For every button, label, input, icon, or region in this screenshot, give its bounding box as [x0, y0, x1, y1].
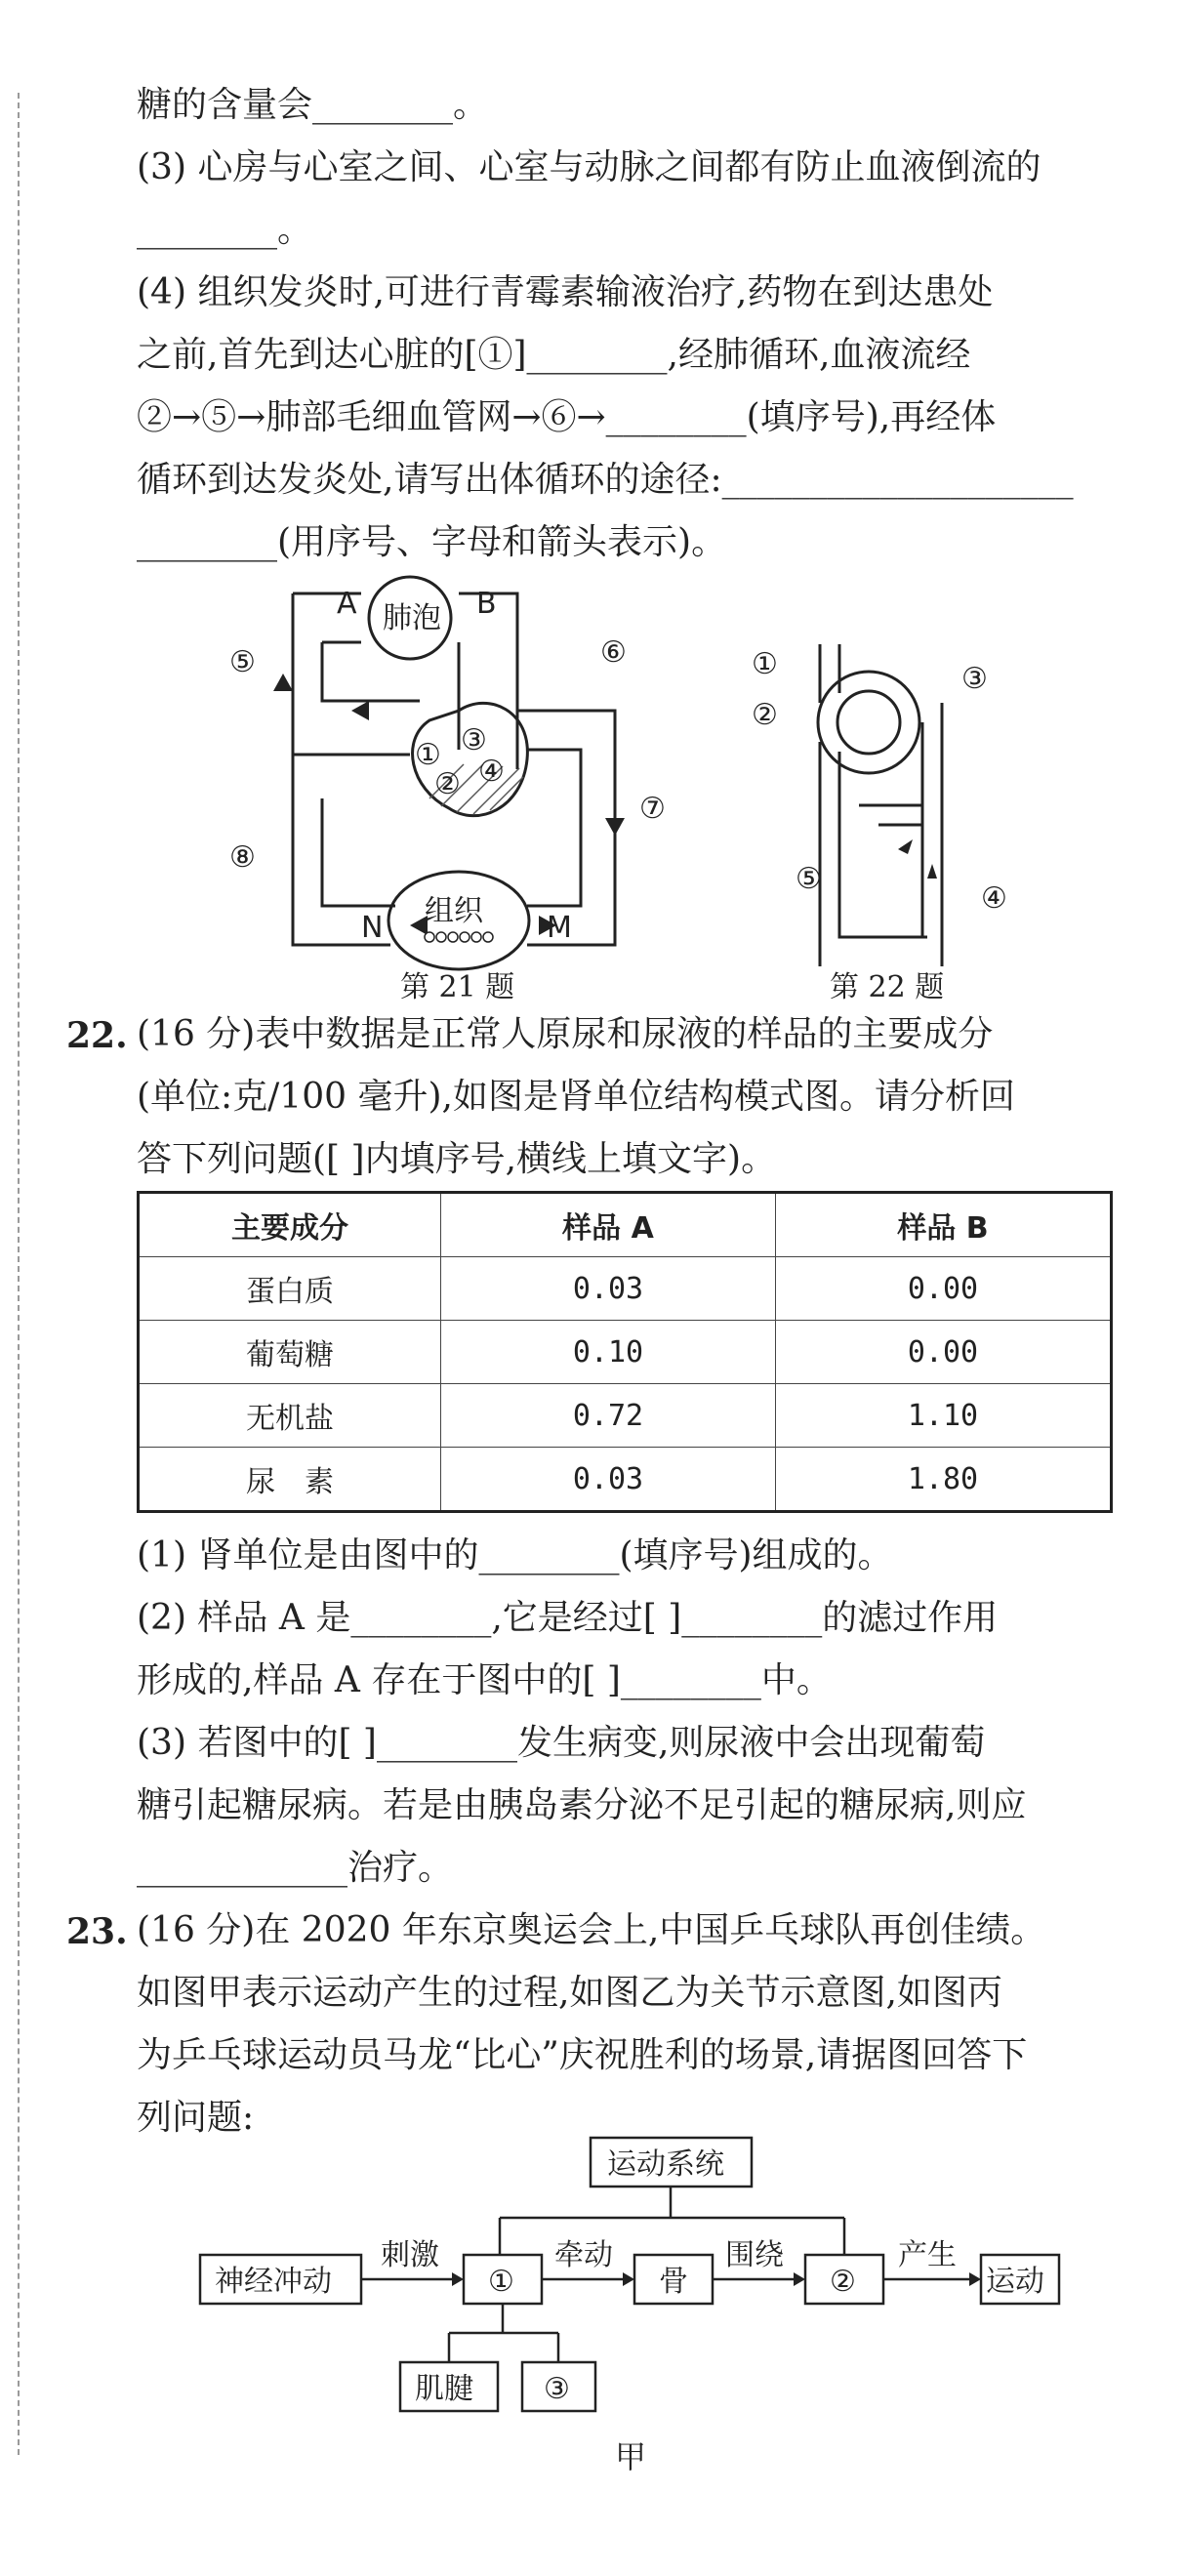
num-1: ① [415, 738, 441, 772]
table-cell: 蛋白质 [139, 1257, 441, 1321]
motion-flow-diagram [195, 2128, 1074, 2440]
table-cell: 1.80 [776, 1448, 1112, 1512]
produce-label: 产生 [898, 2238, 957, 2272]
text-line: (16 分)在 2020 年东京奥运会上,中国乒乓球队再创佳绩。 [137, 1910, 1046, 1950]
table-row [139, 1321, 1112, 1384]
label-M: M [547, 911, 572, 945]
table-cell: 葡萄糖 [139, 1321, 441, 1384]
num-2: ② [752, 698, 778, 732]
num-4: ④ [478, 755, 505, 789]
table-cell: 0.72 [441, 1384, 776, 1448]
col-header: 样品 A [441, 1193, 776, 1257]
text-line: ____________治疗。 [137, 1848, 454, 1888]
text-line: 形成的,样品 A 存在于图中的[ ]________中。 [137, 1660, 832, 1700]
num-5: ⑤ [796, 862, 822, 896]
num-7: ⑦ [639, 792, 666, 826]
table-header-row [139, 1193, 1112, 1257]
tendon-label: 肌腱 [415, 2372, 473, 2406]
num-3: ③ [461, 723, 487, 757]
text-line: 循环到达发炎处,请写出体循环的途径:____________________ [137, 460, 1074, 500]
table-cell: 0.03 [441, 1448, 776, 1512]
system-label: 运动系统 [607, 2147, 724, 2182]
num-8: ⑧ [229, 840, 256, 875]
fig21-caption: 第 21 题 [400, 970, 515, 1004]
table-cell: 尿 素 [139, 1448, 441, 1512]
data-table [137, 1191, 1113, 1513]
table-row [139, 1448, 1112, 1512]
pull-label: 牵动 [554, 2238, 613, 2272]
fig22-caption: 第 22 题 [830, 970, 945, 1004]
text-line: (4) 组织发炎时,可进行青霉素输液治疗,药物在到达患处 [137, 272, 994, 312]
circulation-diagram [229, 564, 693, 984]
col-header: 样品 B [776, 1193, 1112, 1257]
c3-label: ③ [544, 2372, 570, 2406]
table-cell: 0.10 [441, 1321, 776, 1384]
label-N: N [361, 911, 384, 945]
text-line: 如图甲表示运动产生的过程,如图乙为关节示意图,如图丙 [137, 1973, 1002, 2013]
num-6: ⑥ [600, 635, 627, 670]
text-line: (2) 样品 A 是________,它是经过[ ]________的滤过作用 [137, 1598, 999, 1638]
text-line: 糖引起糖尿病。若是由胰岛素分泌不足引起的糖尿病,则应 [137, 1785, 1027, 1825]
table-row [139, 1257, 1112, 1321]
table-cell: 0.00 [776, 1321, 1112, 1384]
text-line: 之前,首先到达心脏的[①]________,经肺循环,血液流经 [137, 335, 971, 375]
tissue-label: 组织 [425, 894, 483, 928]
question-number: 23. [66, 1911, 128, 1952]
table-row [139, 1384, 1112, 1448]
bone-label: 骨 [659, 2265, 688, 2299]
text-line: ________(用序号、字母和箭头表示)。 [137, 522, 727, 562]
label-B: B [476, 587, 497, 621]
num-1: ① [752, 647, 778, 681]
c2-label: ② [830, 2265, 856, 2299]
num-3: ③ [961, 662, 988, 696]
table-cell: 无机盐 [139, 1384, 441, 1448]
text-line: 糖的含量会________。 [137, 85, 489, 125]
question-number: 22. [66, 1015, 128, 1056]
lung-label: 肺泡 [383, 601, 441, 635]
text-line: (1) 肾单位是由图中的________(填序号)组成的。 [137, 1535, 893, 1575]
text-line: ________。 [137, 210, 313, 250]
num-4: ④ [981, 881, 1007, 916]
text-line: 答下列问题([ ]内填序号,横线上填文字)。 [137, 1139, 777, 1179]
nephron-diagram [752, 644, 1083, 966]
text-line: (单位:克/100 毫升),如图是肾单位结构模式图。请分析回 [137, 1077, 1015, 1117]
text-line: (3) 心房与心室之间、心室与动脉之间都有防止血液倒流的 [137, 147, 1041, 187]
table-cell: 0.00 [776, 1257, 1112, 1321]
table-cell: 0.03 [441, 1257, 776, 1321]
num-2: ② [434, 767, 461, 801]
col-header: 主要成分 [139, 1193, 441, 1257]
nerve-label: 神经冲动 [215, 2265, 332, 2299]
table-cell: 1.10 [776, 1384, 1112, 1448]
num-5: ⑤ [229, 645, 256, 679]
text-line: (3) 若图中的[ ]________发生病变,则尿液中会出现葡萄 [137, 1723, 986, 1763]
flow-caption: 甲 [615, 2438, 647, 2475]
text-line: 为乒乓球运动员马龙“比心”庆祝胜利的场景,请据图回答下 [137, 2035, 1028, 2075]
text-line: ②→⑤→肺部毛细血管网→⑥→________(填序号),再经体 [137, 397, 997, 437]
motion-label: 运动 [986, 2265, 1044, 2299]
binding-margin-line [18, 93, 20, 2455]
around-label: 围绕 [725, 2238, 784, 2272]
stim-label: 刺激 [381, 2238, 439, 2272]
c1-label: ① [488, 2265, 514, 2299]
label-A: A [337, 587, 357, 621]
text-line: 列问题: [137, 2098, 255, 2138]
text-line: (16 分)表中数据是正常人原尿和尿液的样品的主要成分 [137, 1014, 994, 1054]
